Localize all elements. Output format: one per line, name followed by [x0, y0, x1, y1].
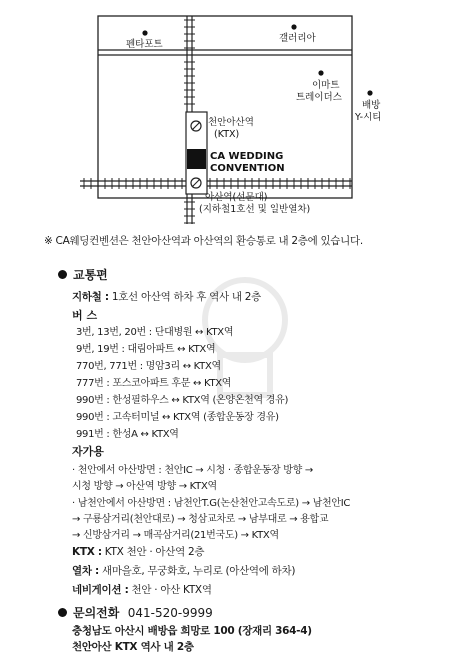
contact-heading	[58, 604, 213, 621]
galleria-dot	[291, 24, 296, 29]
bullet-icon	[58, 270, 67, 279]
bus-line: 3번, 13번, 20번 : 단대병원 ↔ KTX역	[76, 327, 234, 338]
bus-line: 990번 : 한성필하우스 ↔ KTX역 (온양온천역 경유)	[76, 395, 289, 406]
bus-line: 777번 : 포스코아파트 후문 ↔ KTX역	[76, 378, 232, 389]
station-bottom-label-1: 아산역(선문대)	[205, 192, 268, 203]
navigation-info	[72, 582, 212, 597]
ktx-label: KTX :	[72, 546, 102, 558]
venue-label-1: CA WEDDING	[210, 151, 284, 162]
pentaport-dot	[142, 30, 147, 35]
car-line: · 남천안에서 아산방면 : 남천안T.G(논산천안고속도로) → 남천안IC	[72, 498, 351, 509]
car-line: · 천안에서 아산방면 : 천안IC → 시청 · 종합운동장 방향 →	[72, 465, 313, 476]
bus-line: 991번 : 한성A ↔ KTX역	[76, 429, 179, 440]
bus-line: 770번, 771번 : 명암3리 ↔ KTX역	[76, 361, 221, 372]
pentaport-label: 펜타포트	[126, 39, 163, 50]
train-label: 열차 :	[72, 565, 99, 577]
contact-address: 충청남도 아산시 배방읍 희망로 100 (장재리 364-4)	[72, 625, 312, 637]
ktx-text: KTX 천안 · 아산역 2층	[101, 546, 205, 558]
emart-label-2: 트레이더스	[296, 92, 342, 103]
subway-label: 지하철 :	[72, 291, 109, 303]
car-heading: 자가용	[72, 445, 104, 458]
contact-title: 문의전화	[73, 606, 120, 620]
ktx-info	[72, 544, 204, 559]
venue-block	[187, 149, 206, 169]
station-bottom-label-2: (지하철1호선 및 일반열차)	[199, 204, 311, 215]
car-line: 시청 방향 → 아산역 방향 → KTX역	[72, 481, 217, 492]
transfer-note: ※ CA웨딩컨벤션은 천안아산역과 아산역의 환승통로 내 2층에 있습니다.	[44, 235, 363, 247]
bus-heading: 버 스	[72, 309, 98, 322]
baebang-label-2: Y-시티	[355, 112, 382, 123]
emart-label-1: 이마트	[312, 80, 340, 91]
car-line: → 구룡삼거리(천안대로) → 청삼교차로 → 남부대로 → 용합교	[72, 514, 329, 525]
upper-road	[98, 50, 352, 55]
bus-line: 9번, 19번 : 대림아파트 ↔ KTX역	[76, 344, 216, 355]
baebang-dot	[367, 90, 372, 95]
train-text: 새마을호, 무궁화호, 누리로 (아산역에 하차)	[98, 565, 296, 577]
subway-info	[72, 289, 261, 304]
car-line: → 신방삼거리 → 매곡삼거리(21번국도) → KTX역	[72, 530, 279, 541]
contact-location: 천안아산 KTX 역사 내 2층	[72, 641, 194, 653]
subway-text: 1호선 아산역 하차 후 역사 내 2층	[108, 291, 261, 303]
galleria-label: 갤러리아	[279, 33, 316, 44]
navigation-label: 네비게이션 :	[72, 584, 129, 596]
transport-title: 교통편	[73, 268, 108, 282]
bullet-icon	[58, 608, 67, 617]
bus-line: 990번 : 고속터미널 ↔ KTX역 (종합운동장 경유)	[76, 412, 279, 423]
venue-label-2: CONVENTION	[210, 163, 285, 174]
train-info	[72, 563, 295, 578]
navigation-text: 천안 · 아산 KTX역	[128, 584, 212, 596]
transport-heading	[58, 266, 108, 283]
contact-phone: 041-520-9999	[127, 606, 213, 620]
location-map	[0, 0, 458, 232]
baebang-label-1: 배방	[362, 100, 381, 111]
station-top-label-2: (KTX)	[214, 129, 240, 140]
horizontal-railway	[80, 178, 352, 189]
emart-dot	[318, 70, 323, 75]
station-top-label-1: 천안아산역	[208, 117, 254, 128]
